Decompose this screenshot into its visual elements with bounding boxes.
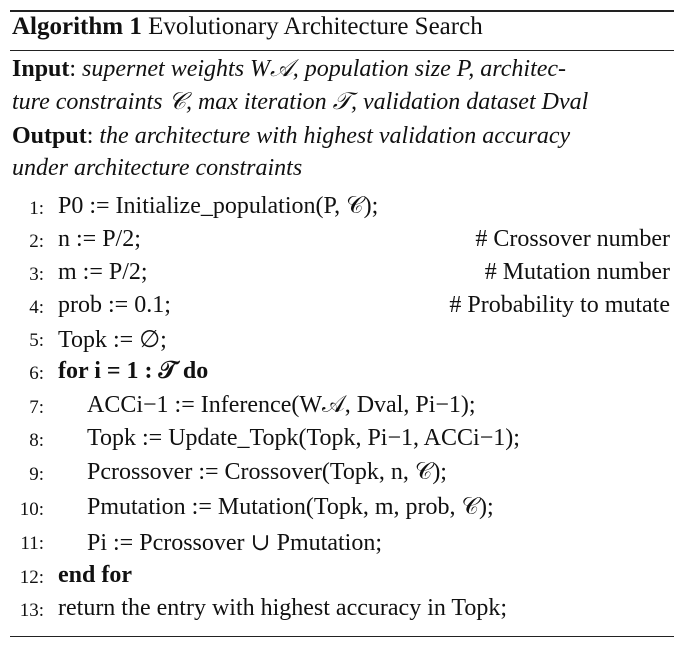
step-number: 8:: [29, 430, 44, 451]
step-comment: # Mutation number: [484, 259, 670, 285]
input-line-1: Input: supernet weights W𝒜, population size P, architec-: [12, 56, 567, 82]
step-code: end for: [58, 562, 132, 588]
step-line: [10, 595, 670, 628]
step-line: [10, 193, 670, 226]
input-line-2: [12, 87, 588, 117]
input-label: Input: [12, 56, 70, 82]
step-code: Pi := Pcrossover ∪ Pmutation;: [87, 530, 382, 556]
step-code: n := P/2;: [58, 226, 141, 252]
step-code: Topk := ∅;: [58, 327, 167, 353]
step-line: [10, 494, 670, 527]
step-line: [10, 325, 670, 358]
step-code: m := P/2;: [58, 259, 148, 285]
output-text-2: under architecture constraints: [12, 155, 303, 181]
output-label: Output: [12, 123, 87, 149]
step-line: [10, 226, 670, 259]
step-number: 11:: [20, 533, 44, 554]
step-comment: # Probability to mutate: [449, 292, 670, 318]
step-comment: # Crossover number: [475, 226, 670, 252]
step-line: [10, 292, 670, 325]
input-text-2: ture constraints 𝒞, max iteration 𝒯, validation dataset Dval: [12, 89, 589, 115]
step-number: 10:: [19, 499, 44, 520]
top-rule: [10, 10, 674, 12]
step-number: 13:: [19, 600, 44, 621]
step-number: 12:: [19, 567, 44, 588]
step-code: Pcrossover := Crossover(Topk, n, 𝒞);: [87, 459, 447, 485]
caption-rule: [10, 50, 674, 51]
step-number: 6:: [29, 363, 44, 384]
step-number: 1:: [29, 198, 44, 219]
algorithm-caption: [12, 13, 483, 41]
step-code: Topk := Update_Topk(Topk, Pi−1, ACCi−1);: [87, 425, 520, 451]
step-code: for i = 1 : 𝒯 do: [58, 358, 209, 384]
step-line: [10, 528, 670, 561]
step-code: Pmutation := Mutation(Topk, m, prob, 𝒞);: [87, 494, 494, 520]
bottom-rule: [10, 636, 674, 637]
algorithm-label: Algorithm 1: [12, 13, 142, 40]
output-text-1: the architecture with highest validation accuracy: [99, 123, 571, 149]
output-line-2: [12, 153, 302, 183]
step-line: [10, 259, 670, 292]
step-code: P0 := Initialize_population(P, 𝒞);: [58, 193, 379, 219]
step-line: [10, 392, 670, 425]
step-code: prob := 0.1;: [58, 292, 171, 318]
step-number: 3:: [29, 264, 44, 285]
step-line: [10, 358, 670, 391]
output-line-1: Output: the architecture with highest validation accuracy: [12, 123, 571, 149]
step-line: [10, 459, 670, 492]
step-code: return the entry with highest accuracy in Topk;: [58, 595, 508, 621]
step-line: [10, 425, 670, 458]
step-number: 9:: [29, 464, 44, 485]
step-number: 7:: [29, 397, 44, 418]
input-text-1: supernet weights W𝒜, population size P, architec-: [82, 56, 567, 82]
step-number: 2:: [29, 231, 44, 252]
step-number: 5:: [29, 330, 44, 351]
step-line: [10, 562, 670, 595]
algorithm-title: Evolutionary Architecture Search: [148, 13, 483, 40]
step-number: 4:: [29, 297, 44, 318]
step-code: ACCi−1 := Inference(W𝒜, Dval, Pi−1);: [87, 392, 476, 418]
algorithm-block: [10, 0, 674, 646]
